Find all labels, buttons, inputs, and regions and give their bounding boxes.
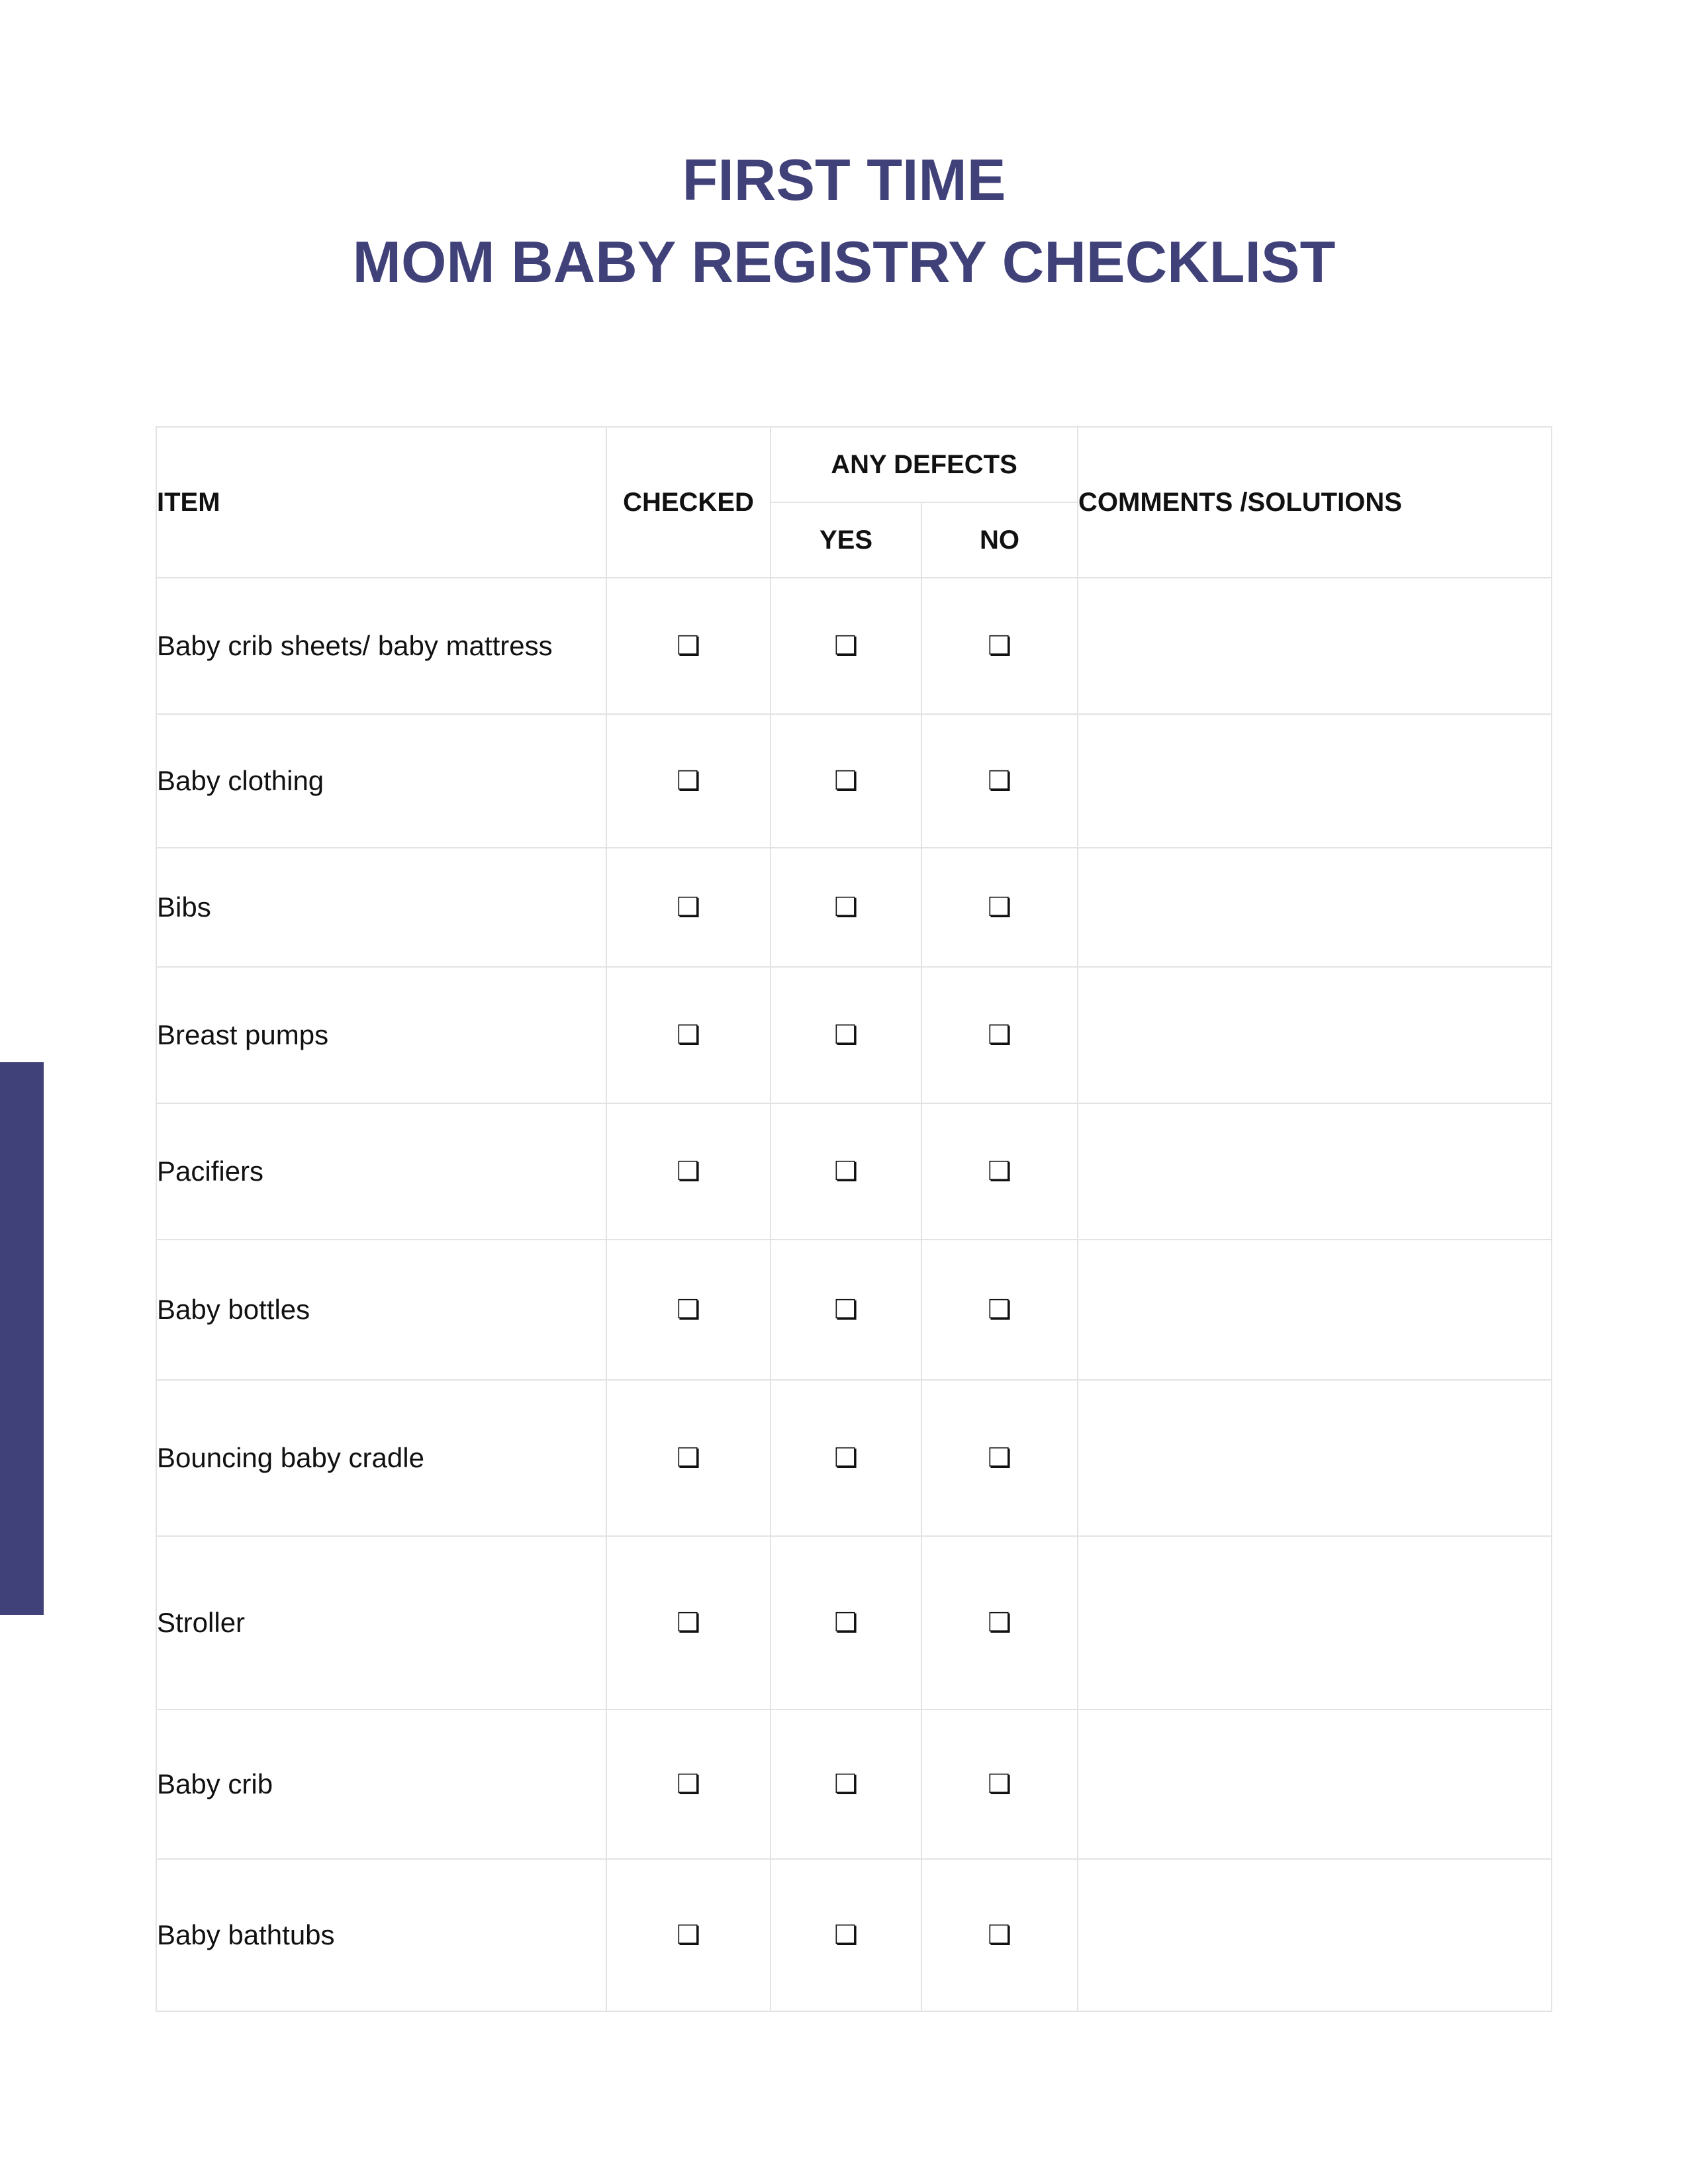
table-row bbox=[156, 1240, 1552, 1380]
defect-no-checkbox-cell bbox=[921, 578, 1078, 714]
item-label: Baby bathtubs bbox=[156, 1859, 606, 2011]
defect-yes-checkbox-cell bbox=[771, 848, 921, 967]
defect-no-checkbox[interactable]: ❏ bbox=[988, 1769, 1011, 1799]
defect-yes-checkbox-cell bbox=[771, 714, 921, 848]
defect-yes-checkbox-cell bbox=[771, 578, 921, 714]
defect-no-checkbox-cell bbox=[921, 1380, 1078, 1536]
checked-checkbox-cell bbox=[606, 1859, 771, 2011]
item-label: Baby crib sheets/ baby mattress bbox=[156, 578, 606, 714]
defect-yes-checkbox-cell bbox=[771, 1380, 921, 1536]
defect-no-checkbox-cell bbox=[921, 714, 1078, 848]
checked-checkbox-cell bbox=[606, 578, 771, 714]
checked-checkbox[interactable]: ❏ bbox=[677, 1608, 700, 1638]
defect-yes-checkbox[interactable]: ❏ bbox=[834, 1608, 858, 1638]
checked-checkbox[interactable]: ❏ bbox=[677, 1443, 700, 1473]
table-row bbox=[156, 848, 1552, 967]
header-checked: CHECKED bbox=[606, 427, 771, 578]
comments-cell[interactable] bbox=[1078, 1709, 1552, 1859]
header-comments: COMMENTS /SOLUTIONS bbox=[1078, 427, 1552, 578]
checked-checkbox[interactable]: ❏ bbox=[677, 1156, 700, 1187]
item-label: Baby clothing bbox=[156, 714, 606, 848]
page-title bbox=[0, 139, 1688, 303]
table-row bbox=[156, 578, 1552, 714]
checked-checkbox-cell bbox=[606, 967, 771, 1103]
checked-checkbox[interactable]: ❏ bbox=[677, 1020, 700, 1050]
defect-no-checkbox[interactable]: ❏ bbox=[988, 892, 1011, 923]
comments-cell[interactable] bbox=[1078, 578, 1552, 714]
table-row bbox=[156, 1859, 1552, 2011]
defect-yes-checkbox-cell bbox=[771, 1859, 921, 2011]
defect-yes-checkbox[interactable]: ❏ bbox=[834, 892, 858, 923]
item-label: Breast pumps bbox=[156, 967, 606, 1103]
item-label: Pacifiers bbox=[156, 1103, 606, 1240]
defect-no-checkbox-cell bbox=[921, 1240, 1078, 1380]
header-yes: YES bbox=[771, 502, 921, 578]
defect-no-checkbox-cell bbox=[921, 848, 1078, 967]
defect-yes-checkbox[interactable]: ❏ bbox=[834, 766, 858, 796]
checked-checkbox-cell bbox=[606, 714, 771, 848]
checked-checkbox[interactable]: ❏ bbox=[677, 631, 700, 661]
item-label: Baby crib bbox=[156, 1709, 606, 1859]
defect-no-checkbox[interactable]: ❏ bbox=[988, 1020, 1011, 1050]
defect-no-checkbox[interactable]: ❏ bbox=[988, 1920, 1011, 1950]
checked-checkbox[interactable]: ❏ bbox=[677, 1769, 700, 1799]
comments-cell[interactable] bbox=[1078, 1103, 1552, 1240]
defect-no-checkbox-cell bbox=[921, 967, 1078, 1103]
defect-yes-checkbox[interactable]: ❏ bbox=[834, 1020, 858, 1050]
defect-no-checkbox-cell bbox=[921, 1709, 1078, 1859]
comments-cell[interactable] bbox=[1078, 1536, 1552, 1709]
defect-no-checkbox[interactable]: ❏ bbox=[988, 1156, 1011, 1187]
defect-yes-checkbox[interactable]: ❏ bbox=[834, 1156, 858, 1187]
defect-yes-checkbox[interactable]: ❏ bbox=[834, 1769, 858, 1799]
comments-cell[interactable] bbox=[1078, 1240, 1552, 1380]
comments-cell[interactable] bbox=[1078, 1859, 1552, 2011]
checked-checkbox-cell bbox=[606, 1240, 771, 1380]
checklist-table bbox=[156, 426, 1552, 2012]
item-label: Stroller bbox=[156, 1536, 606, 1709]
title-line-1: FIRST TIME bbox=[682, 147, 1006, 212]
header-any-defects: ANY DEFECTS bbox=[771, 427, 1078, 502]
checked-checkbox-cell bbox=[606, 1709, 771, 1859]
defect-no-checkbox-cell bbox=[921, 1103, 1078, 1240]
table-row bbox=[156, 714, 1552, 848]
checked-checkbox-cell bbox=[606, 1380, 771, 1536]
defect-yes-checkbox[interactable]: ❏ bbox=[834, 1443, 858, 1473]
defect-yes-checkbox[interactable]: ❏ bbox=[834, 631, 858, 661]
item-label: Bouncing baby cradle bbox=[156, 1380, 606, 1536]
comments-cell[interactable] bbox=[1078, 714, 1552, 848]
table-row bbox=[156, 1380, 1552, 1536]
header-item: ITEM bbox=[156, 427, 606, 578]
defect-yes-checkbox-cell bbox=[771, 1103, 921, 1240]
defect-no-checkbox-cell bbox=[921, 1859, 1078, 2011]
checked-checkbox[interactable]: ❏ bbox=[677, 892, 700, 923]
defect-no-checkbox[interactable]: ❏ bbox=[988, 766, 1011, 796]
side-accent-bar bbox=[0, 1062, 44, 1615]
defect-yes-checkbox-cell bbox=[771, 967, 921, 1103]
defect-yes-checkbox[interactable]: ❏ bbox=[834, 1920, 858, 1950]
table-row bbox=[156, 1103, 1552, 1240]
item-label: Baby bottles bbox=[156, 1240, 606, 1380]
defect-no-checkbox[interactable]: ❏ bbox=[988, 1608, 1011, 1638]
header-no: NO bbox=[921, 502, 1078, 578]
checked-checkbox-cell bbox=[606, 1536, 771, 1709]
table-row bbox=[156, 967, 1552, 1103]
checked-checkbox[interactable]: ❏ bbox=[677, 1920, 700, 1950]
checked-checkbox-cell bbox=[606, 848, 771, 967]
defect-no-checkbox[interactable]: ❏ bbox=[988, 631, 1011, 661]
defect-no-checkbox[interactable]: ❏ bbox=[988, 1443, 1011, 1473]
item-label: Bibs bbox=[156, 848, 606, 967]
checked-checkbox[interactable]: ❏ bbox=[677, 766, 700, 796]
comments-cell[interactable] bbox=[1078, 967, 1552, 1103]
comments-cell[interactable] bbox=[1078, 1380, 1552, 1536]
defect-yes-checkbox-cell bbox=[771, 1709, 921, 1859]
defect-yes-checkbox[interactable]: ❏ bbox=[834, 1295, 858, 1325]
table-row bbox=[156, 1709, 1552, 1859]
defect-no-checkbox[interactable]: ❏ bbox=[988, 1295, 1011, 1325]
title-line-2: MOM BABY REGISTRY CHECKLIST bbox=[352, 229, 1336, 295]
checked-checkbox-cell bbox=[606, 1103, 771, 1240]
comments-cell[interactable] bbox=[1078, 848, 1552, 967]
defect-yes-checkbox-cell bbox=[771, 1240, 921, 1380]
table-row bbox=[156, 1536, 1552, 1709]
checked-checkbox[interactable]: ❏ bbox=[677, 1295, 700, 1325]
defect-yes-checkbox-cell bbox=[771, 1536, 921, 1709]
defect-no-checkbox-cell bbox=[921, 1536, 1078, 1709]
